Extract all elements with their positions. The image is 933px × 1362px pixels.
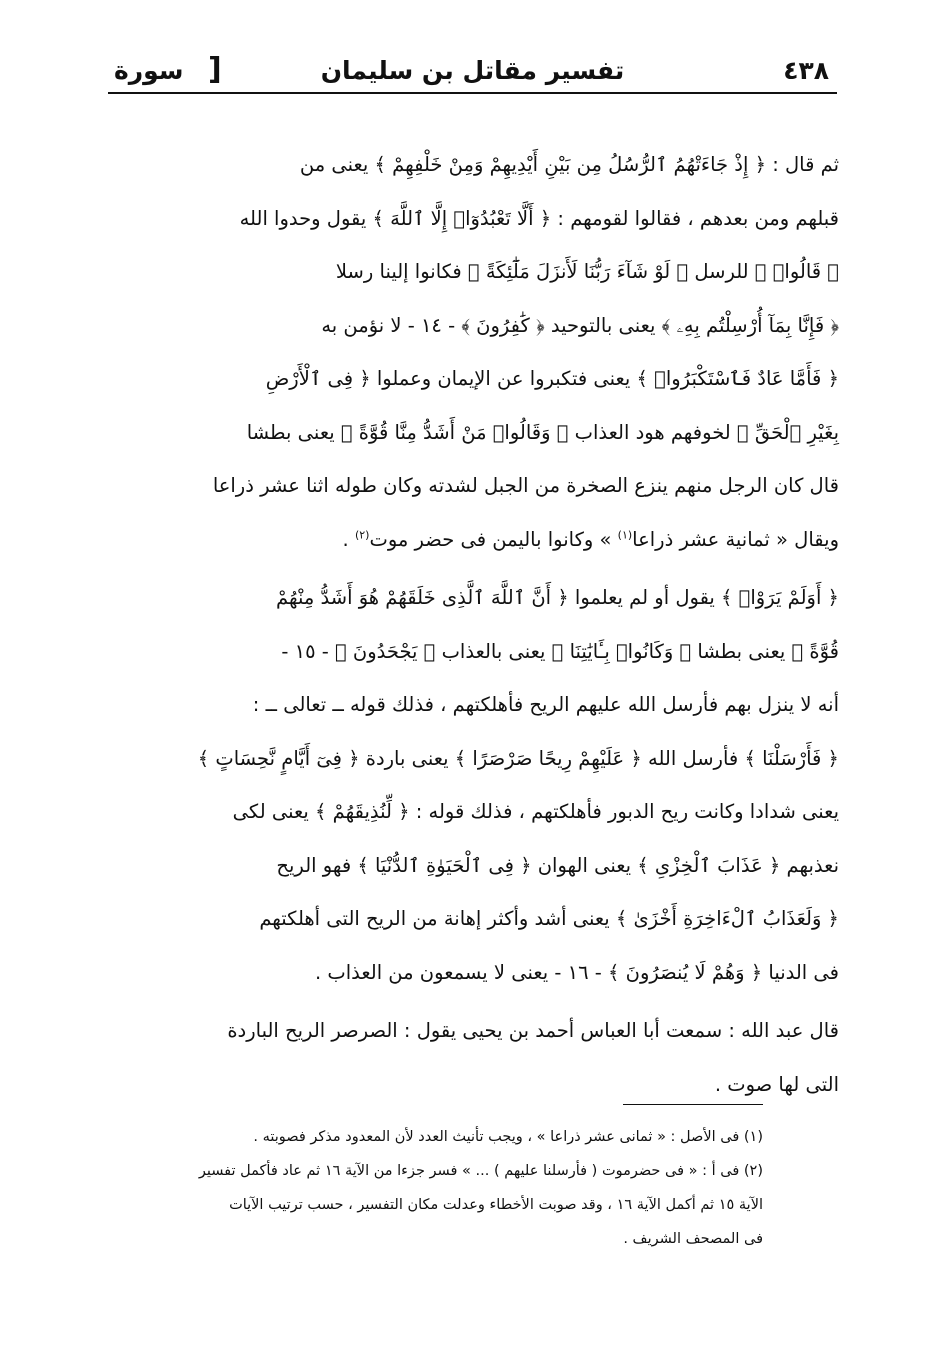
text-line: يعنى شدادا وكانت ريح الدبور فأهلكتهم ، فذلك قوله : ﴿ لِّنُذِيقَهُمْ ﴾ يعنى لكى <box>232 800 839 823</box>
text-line: قُوَّةً ﴾ يعنى بطشا ﴿ وَكَانُوا۟ بِـَٔايَٰتِنَا ﴾ يعنى بالعذاب ﴿ يَجْحَدُونَ ﴾ - ١٥ - <box>281 639 839 663</box>
text-segment: . <box>342 527 355 551</box>
footnote-1: (١) فى الأصل : « ثمانى عشر ذراعا » ، ويجب تأنيث العدد لأن المعدود مذكر فصوبته . <box>253 1129 763 1145</box>
book-title: تفسير مقاتل بن سليمان <box>320 56 625 85</box>
header-bracket: [ <box>208 52 222 87</box>
page-number: ٤٣٨ <box>783 56 829 85</box>
text-line: نعذبهم ﴿ عَذَابَ ٱلْخِزْىِ ﴾ يعنى الهوان ﴿ فِى ٱلْحَيَوٰةِ ٱلدُّنْيَا ﴾ فهو الريح <box>276 853 839 877</box>
footnote-2-line: (٢) فى أ : « فى حضرموت ( فأرسلنا عليهم ) ... » فسر جزءا من الآية ١٦ ثم عاد فأكمل تفسير <box>198 1163 763 1179</box>
text-line: فى الدنيا ﴿ وَهُمْ لَا يُنصَرُونَ ﴾ - ١٦ - يعنى لا يسمعون من العذاب . <box>314 960 839 984</box>
text-segment: ويقال « ثمانية عشر ذراعا <box>632 527 839 551</box>
text-line: قال كان الرجل منهم ينزع الصخرة من الجبل لشدته وكان طوله اثنا عشر ذراعا <box>212 474 839 497</box>
text-line: قبلهم ومن بعدهم ، فقالوا لقومهم : ﴿ أَلَّا تَعْبُدُوٓا۟ إِلَّا ٱللَّهَ ﴾ يقول وحدوا الله <box>239 206 839 230</box>
text-line: قال عبد الله : سمعت أبا العباس أحمد بن يحيى يقول : الصرصر الريح الباردة <box>227 1019 839 1042</box>
text-line: التى لها صوت . <box>714 1072 839 1096</box>
text-line <box>108 513 839 567</box>
header-rule <box>108 92 837 94</box>
text-line: ﴿ فَإِنَّا بِمَآ أُرْسِلْتُم بِهِۦ ﴾ يعنى بالتوحيد ﴿ كَٰفِرُونَ ﴾ - ١٤ - لا نؤمن به <box>321 313 839 337</box>
footnote-2-line: فى المصحف الشريف . <box>623 1231 763 1247</box>
running-header <box>108 48 837 94</box>
footnote-2-line: الآية ١٥ ثم أكمل الآية ١٦ ، وقد صوبت الأخطاء وعدلت مكان التفسير ، حسب ترتيب الآيات <box>229 1197 763 1213</box>
text-line: ثم قال : ﴿ إِذْ جَاءَتْهُمُ ٱلرُّسُلُ مِن بَيْنِ أَيْدِيهِمْ وَمِنْ خَلْفِهِمْ ﴾ يعنى من <box>299 153 839 176</box>
text-line: ﴿ قَالُوا۟ ﴾ للرسل ﴿ لَوْ شَآءَ رَبُّنَا لَأَنزَلَ مَلَٰٓئِكَةً ﴾ فكانوا إلينا رسلا <box>335 260 839 283</box>
main-text <box>108 138 839 1111</box>
text-segment: » وكانوا باليمن فى حضر موت <box>369 527 618 551</box>
text-line: أنه لا ينزل بهم فأرسل الله عليهم الريح فأهلكتهم ، فذلك قوله ــ تعالى ــ : <box>252 693 839 716</box>
footnote-ref-2: (٢) <box>354 528 370 541</box>
text-line: ﴿ فَأَرْسَلْنَا ﴾ فأرسل الله ﴿ عَلَيْهِمْ رِيحًا صَرْصَرًا ﴾ يعنى باردة ﴿ فِىٓ أَيَّامٍ نَّحِسَاتٍ ﴾ <box>197 746 839 770</box>
text-line: ﴿ فَأَمَّا عَادٌ فَٱسْتَكْبَرُوا۟ ﴾ يعنى فتكبروا عن الإيمان وعملوا ﴿ فِى ٱلْأَرْضِ <box>265 367 839 390</box>
footnote-ref-1: (١) <box>617 528 633 541</box>
footnote-rule <box>623 1104 763 1105</box>
text-line: ﴿ أَوَلَمْ يَرَوْا۟ ﴾ يقول أو لم يعلموا ﴿ أَنَّ ٱللَّهَ ٱلَّذِى خَلَقَهُمْ هُوَ أَشَدُّ مِنْهُمْ <box>276 586 839 609</box>
text-line: بِغَيْرِ ٱلْحَقِّ ﴾ لخوفهم هود العذاب ﴿ وَقَالُوا۟ مَنْ أَشَدُّ مِنَّا قُوَّةً ﴾ يعنى بطشا <box>246 420 839 444</box>
text-line: ﴿ وَلَعَذَابُ ٱلْءَاخِرَةِ أَخْزَىٰ ﴾ يعنى أشد وأكثر إهانة من الريح التى أهلكتهم <box>259 907 839 930</box>
footnotes <box>120 1120 763 1256</box>
surah-name: سورة <box>114 56 184 85</box>
